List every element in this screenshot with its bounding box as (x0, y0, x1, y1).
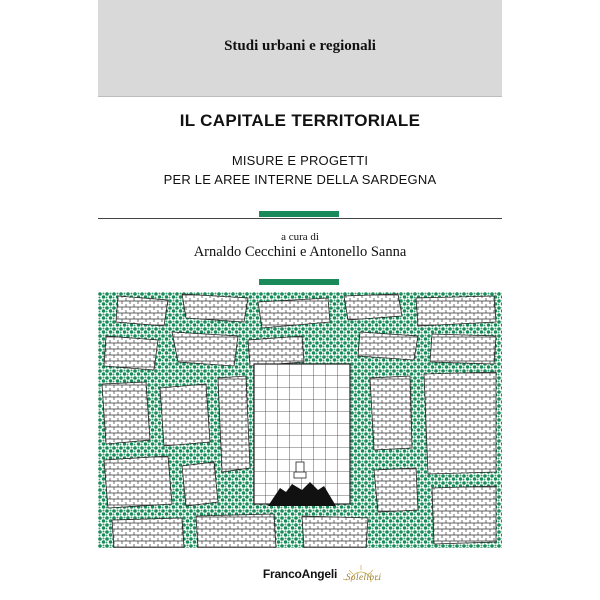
green-accent-bar-top (259, 211, 339, 217)
urban-map-illustration (98, 292, 502, 548)
series-band (98, 0, 502, 97)
subtitle-line-1: MISURE E PROGETTI (231, 153, 369, 168)
subtitle-line-2: PER LE AREE INTERNE DELLA SARDEGNA (163, 172, 437, 187)
book-cover (98, 0, 502, 600)
divider-line (98, 218, 502, 219)
green-accent-bar-bottom (259, 279, 339, 285)
series-name: Studi urbani e regionali (224, 38, 376, 54)
editors-names: Arnaldo Cecchini e Antonello Sanna (193, 244, 407, 260)
imprint-name: Solelibri (346, 572, 382, 582)
central-plaza (254, 364, 350, 506)
publisher-name: FrancoAngeli (262, 567, 338, 581)
book-title: IL CAPITALE TERRITORIALE (179, 111, 421, 130)
editors-label: a cura di (281, 231, 319, 243)
